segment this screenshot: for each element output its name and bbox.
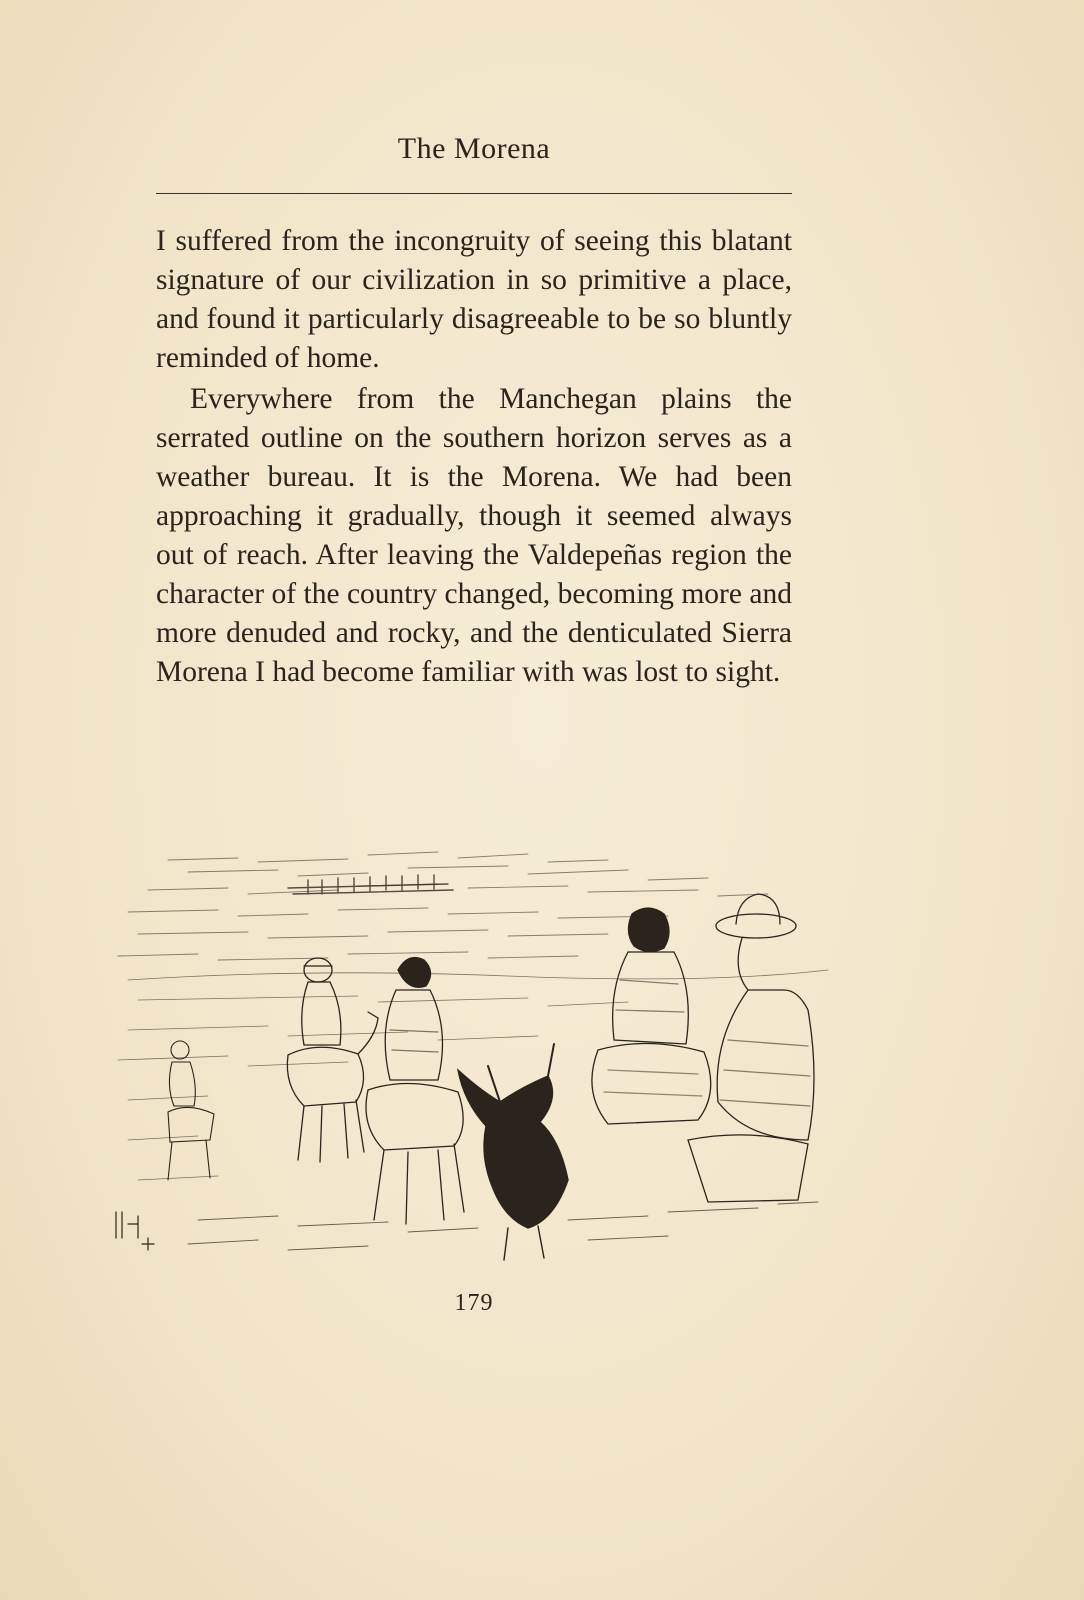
paragraph-1: I suffered from the incongruity of seeing this blatant signature of our civilization in so primitive a place, and found it particularly disagreeable to be so bluntly reminded of home.	[156, 225, 792, 374]
body-text	[156, 222, 792, 692]
running-head: The Morena	[397, 132, 551, 165]
header-rule	[156, 193, 792, 194]
page-number: 179	[454, 1290, 494, 1316]
paragraph-2: Everywhere from the Manchegan plains the serrated outline on the southern horizon serves as a weather bureau. It is the Morena. We had been approaching it gradually, though it seemed always out of reach. After leaving the Valdepeñas region the character of the country changed, becoming more and more denuded and rocky, and the denticulated Sierra Morena I had become familiar with was lost to sight.	[156, 383, 792, 688]
illustration-icon	[108, 840, 836, 1280]
